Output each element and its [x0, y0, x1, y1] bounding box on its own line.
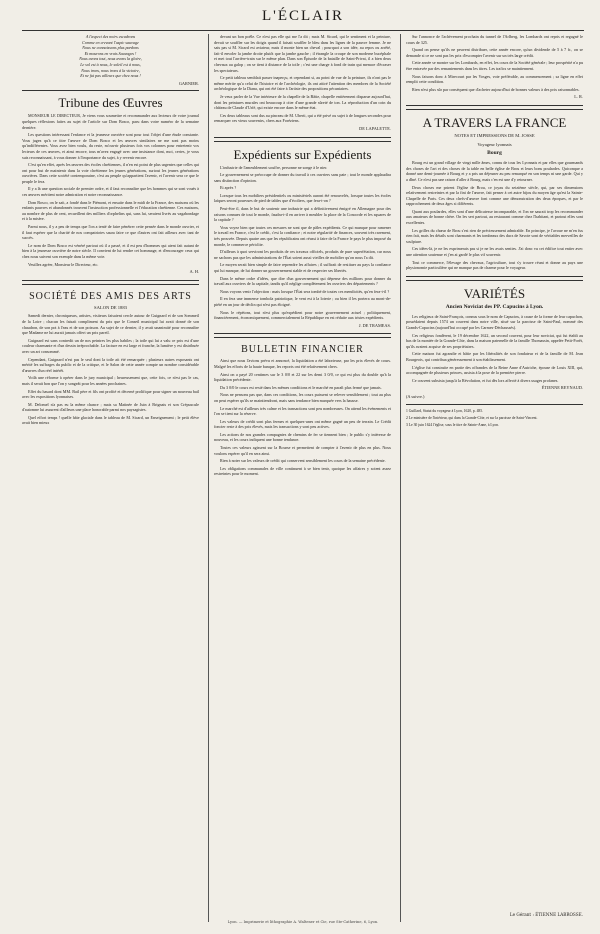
paragraph: D'ailleurs à quoi serviront les produits de ces travaux officiels, produits de pure superfétation, car nous ne sachons pas que les administrations de l'État soient aussi vieilles de mobilier qu'on nous l'a dit. — [214, 249, 391, 260]
varietes-signature: ÉTIENNE REYNAUD. — [541, 385, 583, 391]
article-title-varietes: VARIÉTÉS — [463, 285, 526, 301]
paragraph: Nous le répétons, tout n'est plus qu'expédient pour notre gouvernement actuel ; politiquement, financièrement, économiquement, commercialement la République en est réduite aux tristes expédients. — [214, 309, 391, 321]
poem-line: Nous irons, nous irons à la victoire, — [81, 67, 140, 73]
paragraph: Voilà une réforme à opérer dans le jury municipal ; heureusement que, cette fois, ce n'est pas le cas, mais il serait bon que l'on y songeât pour les années prochaines. — [22, 375, 199, 386]
column-2 — [214, 34, 391, 922]
paragraph: Toutes ces valeurs agissent sur la Bourse et permettent de compter à l'avenir de plus en plus. Nous voulons espérer qu'il en sera ainsi. — [214, 445, 391, 456]
divider — [22, 280, 199, 285]
article-subtitle-author: Voyageur lyonnais — [477, 141, 512, 147]
poem-line: Nous ne connaissons plus pardons — [82, 45, 139, 51]
paragraph: Il y a là une question sociale de premier ordre, et il faut reconnaître que les hommes qui se sont voués à ces œuvres méritent notre admiration et notre reconnaissance. — [22, 186, 199, 198]
paragraph: Le marché est d'ailleurs très calme et les transactions sont peu nombreuses. On attend les événements et l'on se tient sur la réserve. — [214, 405, 391, 417]
poem-line: A l'aspect des noirs escadrons — [85, 34, 136, 39]
paragraph: Cependant, Guignard n'est pas le seul dont la toile ait été remarquée ; plusieurs autres exposants ont mérité les suffrages du public et de la critique, et le Salon de cette année compte un nombre considérable d'œuvres d'un réel intérêt. — [22, 356, 199, 373]
paragraph: Du 3 0/0 le cours est resté dans les mêmes conditions et le marché en paraît plus fermé que jamais. — [220, 384, 382, 390]
masthead — [22, 8, 584, 31]
paragraph: Dans le même ordre d'idées, que dire d'un gouvernement qui dépense des millions pour donner du travail aux ouvriers de la capitale, tandis qu'il néglige complètement les ouvriers des départements ? — [214, 275, 391, 287]
gerant-line: Le Gérant : ÉTIENNE LABROSSE. — [509, 912, 583, 917]
paragraph: M. Delomel n'a pas eu la même chance ; mais sa Matinée de Juin à Brignais et son Crépuscule d'automne lui assurent d'ailleurs une place honorable parmi nos paysagistes. — [22, 401, 199, 413]
paragraph: Les valeurs de crédit sont plus fermes et quelques-unes ont même gagné un peu de terrain. Le Crédit foncier reste à des prix élevés, mais les transactions y sont peu actives. — [214, 418, 391, 430]
paragraph: Les questions intéressant l'enfance et la jeunesse ouvrière sont pour tout l'objet d'une étude constante. Vous jugez qu'à ce titre l'œuvre de Dom Bosco et les œuvres similaires ne me sont pas moins qu'indifférentes. Vous avez bien voulu, du reste, m'ouvrir plusieurs fois vos colonnes pour entretenir vos lecteurs de ces œuvres, et ainsi encore, tous m'avez engagé avec une insistance dont, moi, certes, je vous suis reconnaissant, à vous donner à l'importance du sujet, à y revenir encore. — [22, 132, 199, 160]
footnote: 1 Guillard, Statut du voyageur à Lyon, 1620, p. 485. — [406, 408, 484, 413]
paragraph: Ainsi que nous l'avions prévu et annoncé, la liquidation a été laborieuse, par les prix élevés de cours. Malgré les efforts de la haute banque, les reports ont été relativement chers. — [214, 358, 391, 369]
paragraph: Je veux parler de la Vue intérieure de la chapelle de la Bâtie, chapelle entièrement disparue aujourd'hui, dont les peintures murales ont beaucoup à citer d'une grande sûreté de ton. La réproduction d'un coin du château de Claude d'Urfé, qui existe encore dans le même état. — [214, 93, 391, 111]
paragraph: Vous voyez bien que toutes ces mesures ne sont que de pâles expédients. Ce qui manque pour ramener le travail en France, c'est le crédit, c'est la confiance ; et notre régularité de finances, souvent très rarement, très prouvée. Depuis quatre ans que les républicains ont réussi à faire de la France le pays le plus imposé du monde, le commerce périclite. — [214, 224, 391, 247]
paragraph: Ce couvent subsista jusqu'à la Révolution, et fut dès lors affecté à divers usages profanes. — [412, 377, 559, 383]
paragraph: Et après ? — [220, 185, 237, 191]
divider — [214, 137, 391, 142]
newspaper-page — [22, 8, 584, 926]
divider — [214, 333, 391, 338]
column-1 — [22, 34, 199, 922]
poem-line: Nous avons tout, nous avons la gloire, — [79, 56, 142, 62]
paragraph: Quand on pense qu'ils ne peuvent distribuer, cette année encore, qu'un dividende de 5 à 7 fr., on se demande si ce ne sont pas les prix d'escompter l'avenir sur un très large crédit. — [406, 47, 583, 58]
paragraph: Lorsque tous les mobiliers présidentiels ou ministériels auront été renouvelés, lorsque toutes les écoles laïques seront pourvues de pied de tables que d'écoliers, que fera-t-on ? — [214, 192, 391, 204]
paragraph: Rien à noter sur les valeurs de crédit qui conservent sensiblement les cours de la semaine précédente. — [220, 458, 386, 464]
paragraph: Nous voyons venir l'objection : mais lorsque l'État sera tombé de toutes ces mendicités, qu'en fera-t-il ? — [220, 288, 390, 294]
paragraph: Le gouvernement se préoccupe de donner du travail à ces ouvriers sans paie ; tout le monde applaudira sans distinction d'opinion. — [214, 172, 391, 183]
paragraph: L'industrie de l'ameublement souffre, personne ne songe à le nier. — [220, 164, 328, 170]
article-title-tribune: Tribune des Œuvres — [58, 95, 163, 111]
paragraph: Cette année se montre sur les Lombards, en effet, les cours de la Société générale ; leur prospérité n'a pu être entravée par des remaniements dans les titres. Les trafics se maintiennent. — [406, 60, 583, 71]
paragraph: Le moyen serait bien simple de faire reprendre les affaires ; il suffirait de restituer au pays la confiance qui lui manque, de lui donner un gouvernement stable et de respecter ses libertés. — [214, 262, 391, 273]
tribune-signature: A. H. — [189, 269, 199, 275]
paragraph: Deux choses me prirent l'église de Brou, ce joyau du seizième siècle, qui, par ses dimensions relativement restreintes et par la fini de l'œuvre, fait penser à cet autre bijou du moyen âge qu'est la Sainte-Chapelle de Paris. Ces deux chefs-d'œuvre font comme une démonstration des deux époques, et par le rapprochement de deux âges si différents. — [406, 184, 583, 207]
paragraph: Rien n'est plus sûr par conséquent que d'acheter aujourd'hui de bonnes valeurs à des prix raisonnables. — [412, 86, 580, 92]
footnote: 2 Le ministère de l'intérieur, qui dans la Grande-Côte, et sur la paroisse de Saint-Vincent. — [406, 415, 538, 420]
divider — [406, 276, 583, 281]
to-be-continued: (A suivre.) — [406, 393, 425, 399]
paragraph: Nous faisons donc à Mirecourt par les Vosges, voie préférable, au commencement ; sa ligne en effet remplit cette condition. — [406, 73, 583, 85]
column-3 — [406, 34, 583, 922]
paragraph: L'église fut construite en partie des offrandes de la Reine Anne d'Autriche, épouse de Louis XIII, qui, accompagnée de plusieurs princes, assista à la pose de la première pierre. — [406, 364, 583, 376]
paragraph: Il en fera une immense tombola patriotique, le vent est à la loterie ; ou bien il les portera au mont-de-piété en un jour de déclin qui n'est pas éloigné. — [214, 296, 391, 307]
column-rule — [208, 34, 209, 922]
bulletin-signature: L. R. — [574, 94, 583, 100]
column-rule — [400, 34, 401, 922]
paragraph: Samedi dernier, chroniqueurs, artistes, visiteurs faisaient cercle autour de Guignard et de son Sommeil de la Loire ; chacun les faisait compliment du prix que le Conseil municipal lui avait donné de son chaudron, de son pot à l'eau et de son poisson. Au sujet de ce dernier, il y avait unanimité pour reconnaître que Madame ne lui aurait jamais offert un prix pareil. — [22, 313, 199, 336]
divider — [22, 90, 199, 91]
paragraph: Le nom de Dom Bosco est vénéré partout où il a passé, et il est peu d'hommes qui aient fait autant de bien à la jeunesse ouvrière de notre siècle. Il convient de lui rendre cet hommage, et d'encourager ceux qui chez nous suivent son exemple dans la même voie. — [22, 242, 199, 259]
paragraph: Guignard est sans contredit un de nos peintres les plus habiles ; la toile qui lui a valu ce prix est d'une couleur charmante et d'un dessin irréprochable. La facture en est large et franche, la lumière y est distribuée avec un art consommé. — [22, 337, 199, 354]
place-heading: Bourg — [487, 150, 502, 157]
paragraph: Les religieux de Saint-François, connus sous le nom de Capucins, à cause de la forme de leur capuchon, possédaient depuis 1574 un couvent dans notre ville, situé sur la paroisse de Saint-Paul, nommé des Grands-Capucins (aujourd'hui occupé par les Carmes-Déchaussés). — [406, 313, 583, 330]
poem-line: Et ne fut pas ailleurs que chez nous ! — [80, 73, 141, 79]
paragraph: Les obligations communales de ville continuent à se bien tenir, quoique les affaires y soient assez restreintes pour le moment. — [214, 465, 391, 477]
paragraph: Dom Bosco, on le sait, a fondé dans le Piémont, et ensuite dans le midi de la France, des maisons où les enfants pauvres et abandonnés trouvent l'instruction professionnelle et l'éducation chrétienne. Ces maisons, au nombre de plus de cent, recueillent des milliers d'orphelins qui, sans lui, seraient livrés au vagabondage et à la misère. — [22, 199, 199, 222]
divider — [406, 105, 583, 110]
poem-signature: GARNIER. — [178, 80, 199, 86]
paragraph: Ces religieux fondèrent, le 19 décembre 1622, un second couvent, pour leur noviciat, qui fut établi au bas de la montée de la Grande-Côte, dans la maison paternelle de la famille Thomassin, appelée Petit-Forêt, qu'ils avaient acquise de ses propriétaires. — [406, 332, 583, 349]
paragraph: Effet du hasard dont MM. Bail père et fils ont profité et décerné prolifique pour signer un nouveau bail avec les expositions lyonnaises. — [22, 388, 199, 400]
paragraph: C'est qu'en effet, après les œuvres des écoles chrétiennes, il n'en est point de plus urgentes que celles qui ont pour but de maintenir dans la voie chrétienne les jeunes générations, surtout les jeunes générations ouvrières. Dans cette société contemporaine, c'est au peuple qu'appartient l'avenir, et l'avenir sera ce que le peuple le fera. — [22, 162, 199, 184]
article-title-travers: A TRAVERS LA FRANCE — [422, 114, 567, 130]
poem — [22, 34, 199, 79]
newspaper-title: L'ÉCLAIR — [261, 8, 345, 24]
paragraph: Ce petit tableau semblait passer inaperçu, et cependant si, au point de vue de la peinture, ils n'ont pas le même mérite qu'a celui de l'histoire et de l'archéologie, ils ont attiré l'attention des membres de la Société archéologique de la Diana, qui ont été faire à l'artiste des propositions pécuniaires. — [214, 75, 391, 92]
paragraph: Quel effort temps ! quelle hâte glaciale dans le tableau de M. Sicard, un Enseignement ; le petit élève avait bien mieux — [22, 414, 199, 426]
poem-line: Le sol est à nous, le soleil est à nous, — [80, 61, 141, 67]
paragraph: Bourg est un grand village de vingt mille âmes, connu de tous les Lyonnais et par elles que gourmands des choses de l'art et des choses de la table en belle église de Brou et leurs bons poulardes. Quiconque a donné une demi-journée à Bourg et y a pris un déjeuner au peu remarqué en son temps ni une garde. Qui y a dîné. Ce n'est pas une raison d'aller à Bourg, mais c'en est une d'y retourner. — [406, 160, 583, 182]
expedients-signature: J. DE TRAMEAS. — [358, 322, 391, 328]
footnote: 3 Le 30 juin 1624 l'église, sous le titre de Sainte-Anne, à Lyon. — [406, 422, 499, 427]
article-subtitle: NOTES ET IMPRESSIONS DE M. JOSSE — [454, 132, 535, 138]
article-title-salon: SOCIÉTÉ DES AMIS DES ARTS — [29, 290, 192, 302]
article-subtitle: SALON DE 1883 — [94, 304, 127, 310]
paragraph: devant un bon poêle. Ce n'est pas elle qui me l'a dit ; mais M. Sicard, qui le sentiment et la peinture, devait se souffler sur les doigts quand il faisait souffler le bleu dans les lignes de la pauvre femme. Je ne sais pas si M. Sicard est aviateur, mais il monte bien un cheval ; pourquoi a son idée, au repos ou arrêté, fait-il envoler la jambe droite plutôt que la jambe gauche ; il étrangle la croupe de son moderne bucéphale et met tout l'arrière-train sur le même plan. Dans son Épisode de la bataille de Saint-Privat, il a bien deux chevaux au galop ; on se tient à distance de la toile ; c'est une charge à fond de train qui menace d'écraser les spectateurs. — [214, 34, 391, 73]
poem-line: Comme en crevant l'aspic sauvage — [82, 39, 139, 45]
paragraph: Peut-être il, dans le but de soutenir une industrie qui a définitivement émigré en Allemagne pour des raisons connues de tout le monde, faudra-t-il en arriver à meubler la place de la Concorde et les squares de la capitale ? — [214, 206, 391, 223]
article-title-bulletin: BULLETIN FINANCIER — [241, 344, 364, 356]
paragraph: Ainsi on a payé 20 centimes sur le 3 0/0 et 22 sur les demi 3 0/0, ce qui est plus du double qu'à la liquidation précédente. — [214, 371, 391, 383]
paragraph: Ces idées-là, je ne les exprimerais pas si je ne les avais senties. J'ai donc vu cet édifice tout entier avec une attention soutenue et j'en ai gardé le plus vif souvenir. — [406, 246, 583, 258]
article-subtitle: Ancien Noviciat des PP. Capucins à Lyon. — [445, 303, 544, 310]
poem-line: Et mourons en vrais Sauvages ! — [84, 50, 137, 56]
paragraph: Nous ne pensons pas que, dans ces conditions, les cours puissent se relever sensiblement ; tout au plus on peut espérer qu'ils se maintiendront, mais sans tendance bien marquée vers la hausse. — [214, 392, 391, 403]
paragraph: MONSIEUR LE DIRECTEUR, Je viens vous soumettre et recommander aux lecteurs de votre journal quelques réflexions faites au sujet de l'article sur Dom Bosco, paru dans votre numéro de la semaine dernière. — [22, 113, 199, 130]
paragraph: Les grilles du chœur de Brou s'est rien de précieusement admirable. En principe, je l'avoue ne m'en fus rien fait, mais les détails sont charmants et les tombeaux des ducs de Savoie sont de véritables merveilles de sculpture. — [406, 227, 583, 244]
paragraph: Cette maison fut agrandie et bâtie par les libéralités de son fondateur et de la famille de M. Jean Bourgeois, qui contribua généreusement à son établissement. — [406, 351, 583, 362]
paragraph: Tout ce commerce, l'élevage des chevaux, l'agriculture, tout s'y trouve réuni et donne au pays une physionomie particulière qui ne manque pas de charme pour le voyageur. — [406, 259, 583, 271]
paragraph: Sur l'annonce de l'achèvement prochain du tunnel de l'Arlberg, les Lombards ont repris et regagné le cours de 325. — [406, 34, 583, 45]
paragraph: Ces deux tableaux sont dus au pinceau de M. Uberti, qui a été privé ou sujet à de longues secondes pour remarquer ces vieux souvenirs, chers aux Foréziens. — [214, 112, 391, 124]
paragraph: Veuillez agréer, Monsieur le Directeur, etc. — [28, 261, 99, 267]
printer-line: Lyon. — Imprimerie et lithographie A. Waltener et Cie, rue Ste-Catherine, 6, Lyon. — [227, 920, 379, 924]
paragraph: Parmi nous, il y a peu de temps que l'on a tenté de faire pénétrer cette pensée dans le monde ouvrier, et il faut espérer que la charité de nos compatriotes saura faire ce que d'autres ont fait ailleurs avec tant de succès. — [22, 224, 199, 241]
salon-signature: DE LAPALETTE. — [359, 125, 391, 131]
divider — [406, 404, 583, 405]
paragraph: Les actions de nos grandes compagnies de chemins de fer se tiennent bien ; le public s'y intéresse de nouveau, et les cours indiquent une bonne tendance. — [214, 431, 391, 443]
article-title-expedients: Expédients sur Expédients — [233, 146, 372, 162]
paragraph: Quant aux poulardes, elles sont d'une délicatesse incomparable, et l'on ne saurait trop les recommander aux amateurs de bonne chère. On les sert partout, au restaurant comme chez l'habitant, et partout elles sont excellentes. — [406, 208, 583, 226]
